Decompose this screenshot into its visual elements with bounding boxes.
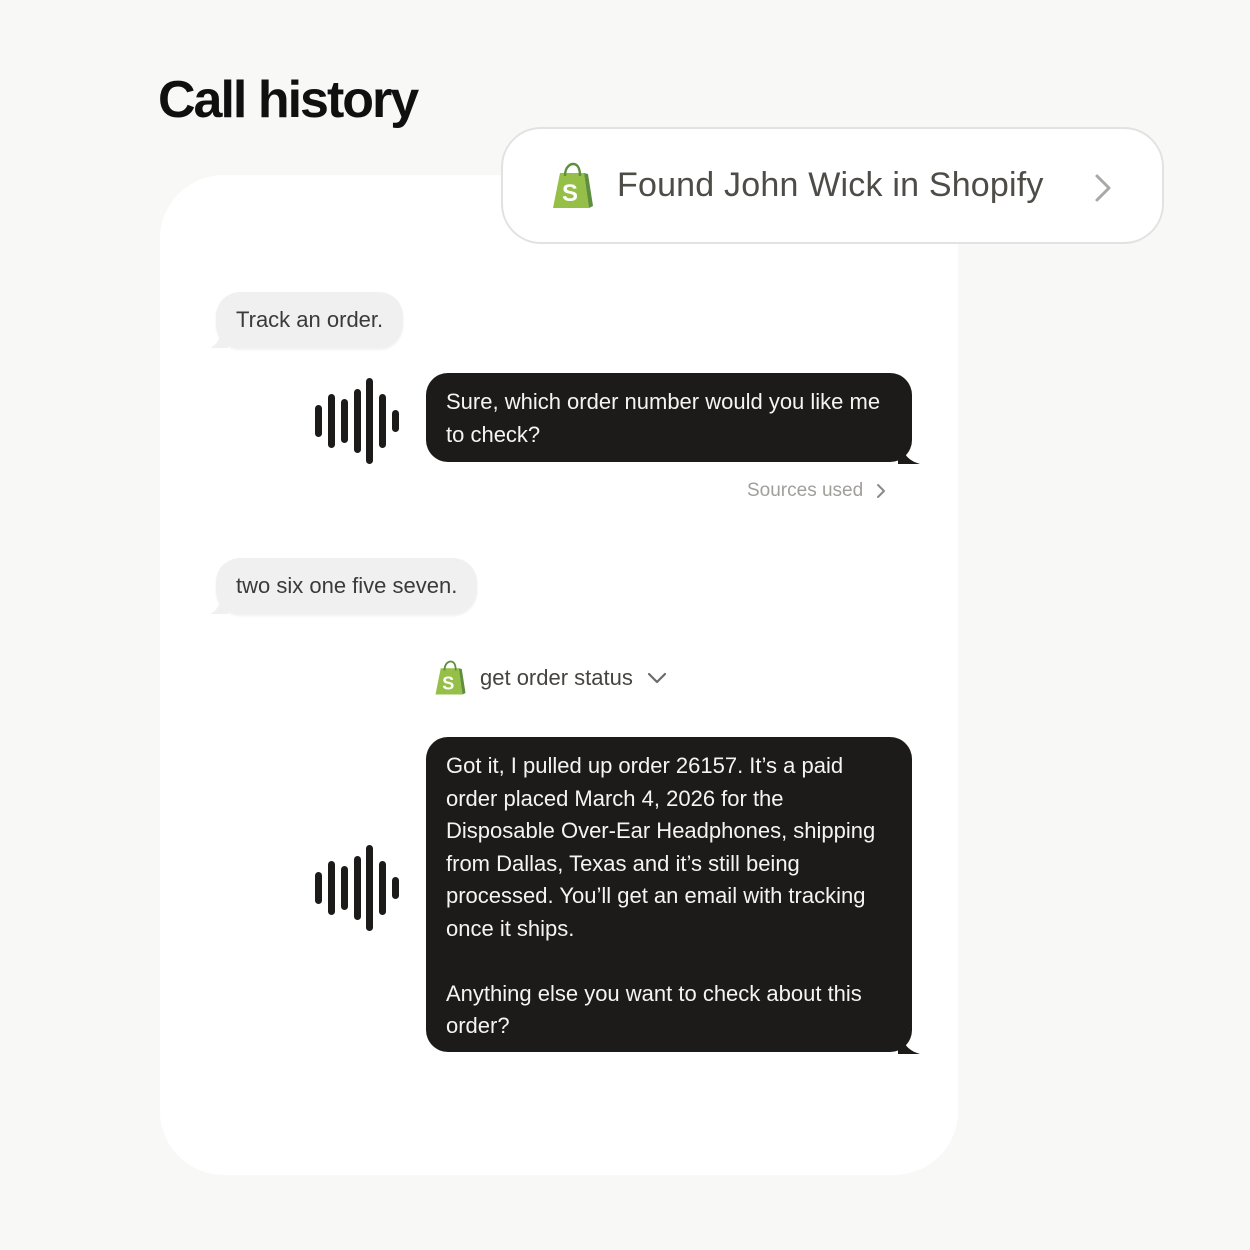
chevron-down-icon[interactable] bbox=[647, 671, 667, 685]
user-message bbox=[216, 292, 403, 348]
toast-text: Found John Wick in Shopify bbox=[617, 166, 1044, 204]
shopify-match-toast[interactable] bbox=[501, 127, 1164, 244]
agent-message-text: Got it, I pulled up order 26157. It’s a paid order placed March 4, 2026 for the Disposable Over-Ear Headphones, shipping from Dallas, Texas and it’s still being processed. You’ll get an email with tracking once it ships. Anything else you want to check about this order? bbox=[446, 753, 876, 1038]
chevron-right-icon[interactable] bbox=[1090, 171, 1116, 205]
tool-call-get-order-status[interactable] bbox=[434, 659, 667, 697]
bubble-tail bbox=[210, 598, 228, 614]
svg-text:S: S bbox=[442, 673, 455, 694]
sources-used-link[interactable] bbox=[747, 480, 887, 502]
shopify-bag-icon bbox=[434, 659, 467, 697]
sources-used-label: Sources used bbox=[747, 480, 864, 501]
bubble-tail bbox=[898, 1036, 920, 1054]
user-message bbox=[216, 558, 477, 614]
agent-message bbox=[426, 373, 912, 462]
page-title: Call history bbox=[158, 71, 418, 129]
svg-text:S: S bbox=[561, 179, 579, 207]
chevron-right-icon bbox=[875, 483, 887, 499]
user-message-text: Track an order. bbox=[236, 307, 384, 332]
bubble-tail bbox=[898, 446, 920, 464]
voice-waveform-icon bbox=[313, 845, 401, 931]
tool-call-label: get order status bbox=[480, 665, 633, 690]
shopify-bag-icon bbox=[551, 162, 595, 210]
agent-message bbox=[426, 737, 912, 1052]
user-message-text: two six one five seven. bbox=[236, 573, 458, 598]
bubble-tail bbox=[210, 332, 228, 348]
agent-message-text: Sure, which order number would you like me to check? bbox=[446, 389, 881, 447]
voice-waveform-icon bbox=[313, 378, 401, 464]
